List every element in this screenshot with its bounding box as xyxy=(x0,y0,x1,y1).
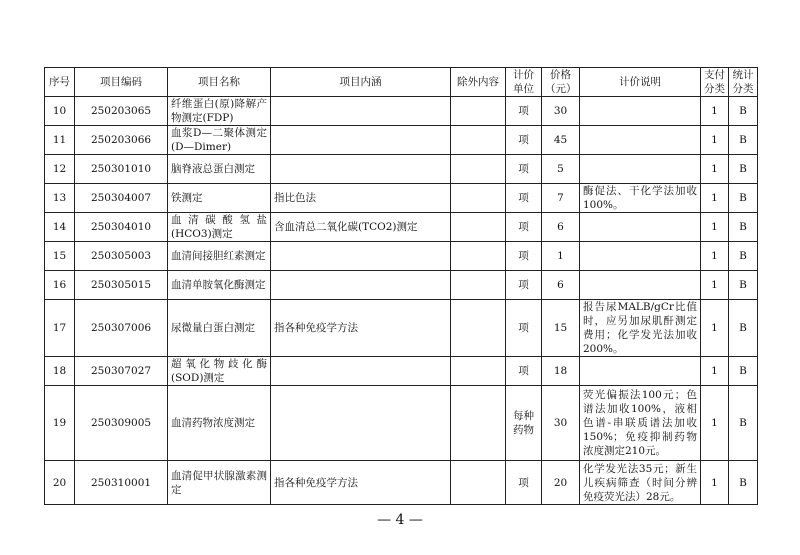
cell-seq: 16 xyxy=(45,271,75,300)
cell-code: 250307006 xyxy=(75,300,168,357)
cell-seq: 10 xyxy=(45,97,75,126)
cell-name: 血清碳酸氢盐(HCO3)测定 xyxy=(168,213,271,242)
header-code: 项目编码 xyxy=(75,68,168,97)
cell-unit: 项 xyxy=(506,213,542,242)
cell-price: 45 xyxy=(542,126,580,155)
cell-price: 5 xyxy=(542,155,580,184)
cell-stat: B xyxy=(729,155,758,184)
cell-unit: 项 xyxy=(506,357,542,386)
header-seq: 序号 xyxy=(45,68,75,97)
table-row xyxy=(45,386,758,461)
header-content: 项目内涵 xyxy=(271,68,451,97)
cell-name: 血清单胺氧化酶测定 xyxy=(168,271,271,300)
cell-name: 血清促甲状腺激素测定 xyxy=(168,461,271,505)
cell-payment: 1 xyxy=(701,271,729,300)
cell-code: 250305003 xyxy=(75,242,168,271)
header-price: 价格（元） xyxy=(542,68,580,97)
cell-name: 血清药物浓度测定 xyxy=(168,386,271,461)
table-header-row xyxy=(45,68,758,97)
cell-unit: 项 xyxy=(506,126,542,155)
header-name: 项目名称 xyxy=(168,68,271,97)
cell-payment: 1 xyxy=(701,357,729,386)
table-row xyxy=(45,126,758,155)
cell-code: 250304010 xyxy=(75,213,168,242)
cell-code: 250203066 xyxy=(75,126,168,155)
cell-excluded xyxy=(451,155,506,184)
cell-excluded xyxy=(451,184,506,213)
cell-notes xyxy=(580,155,701,184)
cell-seq: 13 xyxy=(45,184,75,213)
header-unit: 计价单位 xyxy=(506,68,542,97)
table-row xyxy=(45,155,758,184)
cell-name: 纤维蛋白(原)降解产物测定(FDP) xyxy=(168,97,271,126)
table-row xyxy=(45,184,758,213)
header-stat: 统计分类 xyxy=(729,68,758,97)
fee-schedule-table xyxy=(44,67,758,505)
cell-content xyxy=(271,271,451,300)
cell-payment: 1 xyxy=(701,155,729,184)
table-row xyxy=(45,97,758,126)
cell-payment: 1 xyxy=(701,386,729,461)
cell-stat: B xyxy=(729,386,758,461)
cell-stat: B xyxy=(729,126,758,155)
cell-price: 18 xyxy=(542,357,580,386)
cell-notes xyxy=(580,97,701,126)
cell-content: 指比色法 xyxy=(271,184,451,213)
cell-seq: 20 xyxy=(45,461,75,505)
cell-content xyxy=(271,126,451,155)
cell-name: 血清间接胆红素测定 xyxy=(168,242,271,271)
cell-code: 250301010 xyxy=(75,155,168,184)
cell-payment: 1 xyxy=(701,461,729,505)
cell-unit: 项 xyxy=(506,97,542,126)
cell-seq: 18 xyxy=(45,357,75,386)
cell-code: 250309005 xyxy=(75,386,168,461)
cell-unit: 项 xyxy=(506,300,542,357)
cell-excluded xyxy=(451,461,506,505)
cell-excluded xyxy=(451,126,506,155)
cell-stat: B xyxy=(729,271,758,300)
cell-name: 脑脊液总蛋白测定 xyxy=(168,155,271,184)
cell-content: 含血清总二氧化碳(TCO2)测定 xyxy=(271,213,451,242)
cell-price: 15 xyxy=(542,300,580,357)
cell-content xyxy=(271,386,451,461)
cell-unit: 项 xyxy=(506,155,542,184)
cell-stat: B xyxy=(729,97,758,126)
cell-payment: 1 xyxy=(701,213,729,242)
header-payment: 支付分类 xyxy=(701,68,729,97)
cell-notes: 化学发光法35元；新生儿疾病筛查（时间分辨免疫荧光法）28元。 xyxy=(580,461,701,505)
cell-unit: 项 xyxy=(506,271,542,300)
cell-stat: B xyxy=(729,242,758,271)
cell-excluded xyxy=(451,357,506,386)
cell-seq: 17 xyxy=(45,300,75,357)
cell-seq: 19 xyxy=(45,386,75,461)
cell-stat: B xyxy=(729,213,758,242)
cell-code: 250305015 xyxy=(75,271,168,300)
header-notes: 计价说明 xyxy=(580,68,701,97)
cell-payment: 1 xyxy=(701,97,729,126)
cell-unit: 项 xyxy=(506,242,542,271)
cell-content xyxy=(271,357,451,386)
cell-price: 1 xyxy=(542,242,580,271)
cell-code: 250203065 xyxy=(75,97,168,126)
cell-notes xyxy=(580,271,701,300)
cell-seq: 15 xyxy=(45,242,75,271)
cell-name: 血浆D—二聚体测定(D—Dimer) xyxy=(168,126,271,155)
cell-excluded xyxy=(451,97,506,126)
cell-content xyxy=(271,97,451,126)
cell-stat: B xyxy=(729,300,758,357)
cell-price: 30 xyxy=(542,97,580,126)
cell-unit: 项 xyxy=(506,184,542,213)
cell-name: 尿微量白蛋白测定 xyxy=(168,300,271,357)
cell-code: 250307027 xyxy=(75,357,168,386)
cell-unit: 每种药物 xyxy=(506,386,542,461)
cell-price: 6 xyxy=(542,271,580,300)
table-row xyxy=(45,242,758,271)
table-row xyxy=(45,357,758,386)
cell-excluded xyxy=(451,300,506,357)
cell-seq: 14 xyxy=(45,213,75,242)
cell-content: 指各种免疫学方法 xyxy=(271,461,451,505)
cell-stat: B xyxy=(729,461,758,505)
cell-notes xyxy=(580,242,701,271)
cell-code: 250304007 xyxy=(75,184,168,213)
cell-name: 超氧化物歧化酶(SOD)测定 xyxy=(168,357,271,386)
page-number: — 4 — xyxy=(377,512,423,528)
cell-price: 7 xyxy=(542,184,580,213)
cell-notes: 酶促法、干化学法加收100%。 xyxy=(580,184,701,213)
cell-content xyxy=(271,242,451,271)
cell-payment: 1 xyxy=(701,300,729,357)
cell-excluded xyxy=(451,242,506,271)
cell-excluded xyxy=(451,271,506,300)
cell-stat: B xyxy=(729,357,758,386)
cell-content: 指各种免疫学方法 xyxy=(271,300,451,357)
cell-seq: 12 xyxy=(45,155,75,184)
header-excluded: 除外内容 xyxy=(451,68,506,97)
cell-notes xyxy=(580,126,701,155)
cell-notes: 报告尿MALB/gCr比值时，应另加尿肌酐测定费用；化学发光法加收200%。 xyxy=(580,300,701,357)
cell-content xyxy=(271,155,451,184)
table-row xyxy=(45,271,758,300)
cell-excluded xyxy=(451,386,506,461)
cell-stat: B xyxy=(729,184,758,213)
cell-payment: 1 xyxy=(701,242,729,271)
table-row xyxy=(45,461,758,505)
cell-price: 6 xyxy=(542,213,580,242)
cell-price: 30 xyxy=(542,386,580,461)
cell-payment: 1 xyxy=(701,184,729,213)
cell-name: 铁测定 xyxy=(168,184,271,213)
cell-notes xyxy=(580,213,701,242)
table-row xyxy=(45,300,758,357)
table-row xyxy=(45,213,758,242)
cell-seq: 11 xyxy=(45,126,75,155)
cell-payment: 1 xyxy=(701,126,729,155)
cell-excluded xyxy=(451,213,506,242)
cell-notes: 荧光偏振法100元；色谱法加收100%，液相色谱-串联质谱法加收150%；免疫抑制药物浓度测定210元。 xyxy=(580,386,701,461)
cell-code: 250310001 xyxy=(75,461,168,505)
cell-notes xyxy=(580,357,701,386)
cell-unit: 项 xyxy=(506,461,542,505)
cell-price: 20 xyxy=(542,461,580,505)
